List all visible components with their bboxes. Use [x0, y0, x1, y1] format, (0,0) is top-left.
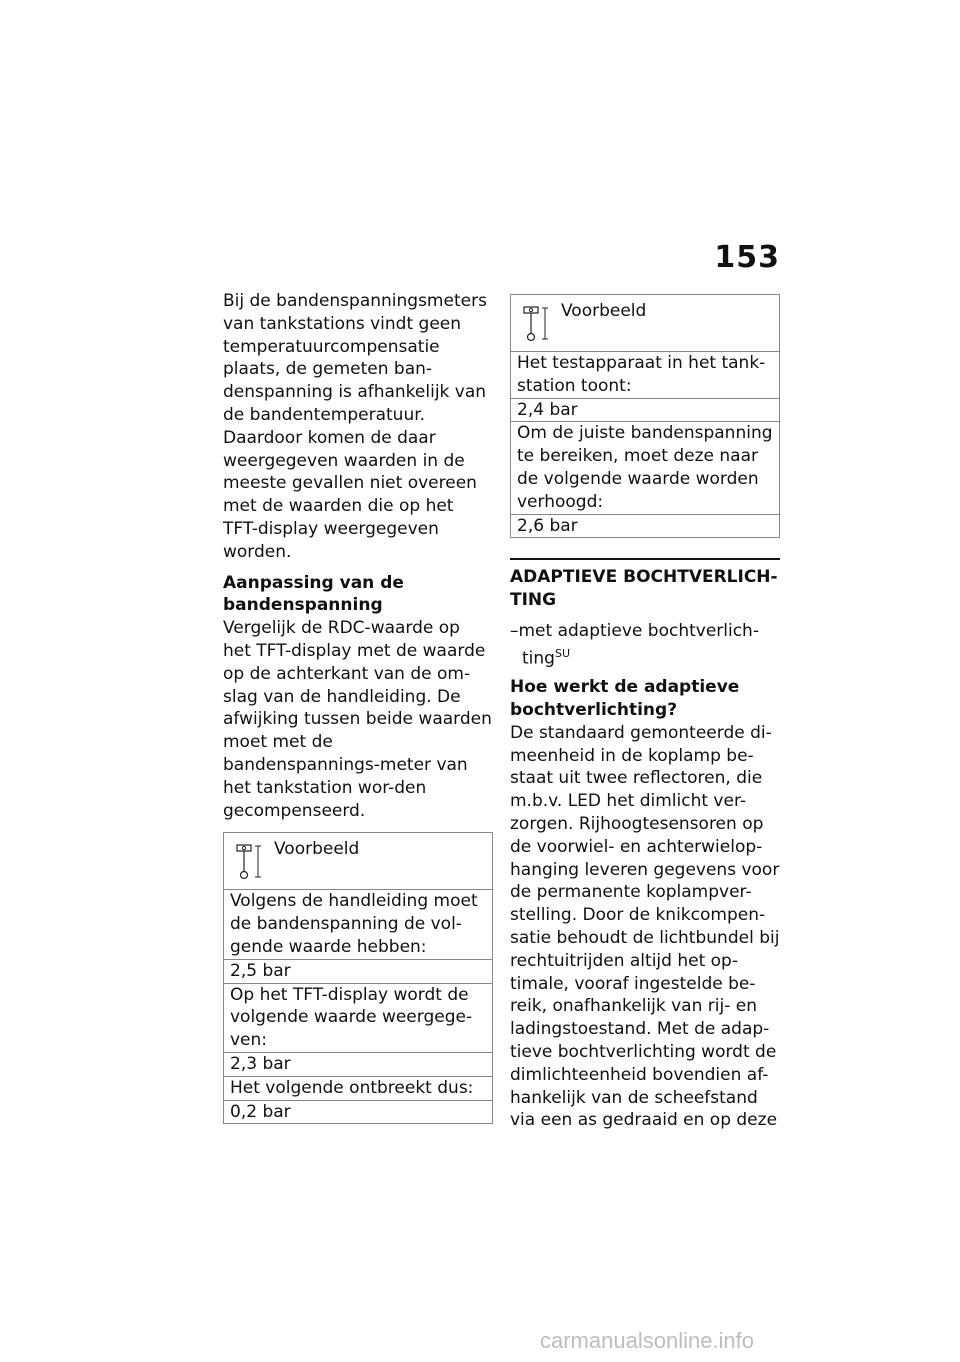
example-header — [224, 833, 492, 890]
example-box-right — [510, 294, 780, 538]
example-row: Het volgende ontbreekt dus: — [224, 1077, 492, 1101]
example-row: Het testapparaat in het tank-station toont: — [511, 352, 779, 399]
example-header — [511, 295, 779, 352]
tire-pressure-heading: Aanpassing van de bandenspanning — [223, 572, 404, 616]
intro-paragraph: Bij de bandenspanningsmeters van tankstations vindt geen temperatuurcompensatie plaats, de gemeten ban-denspanning is afhankelijk van de bandentemperatuur. Daardoor komen de daar weergegeven waarden in de meeste gevallen niet overeen met de waarden die op het TFT-display weergegeven worden. — [223, 291, 487, 562]
example-row: 2,6 bar — [517, 515, 578, 536]
tire-gauge-icon — [236, 843, 266, 883]
example-box-left — [223, 832, 493, 1124]
equipment-bullet: –met adaptieve bochtverlich-ting$^{SU}$ — [510, 620, 759, 669]
section-title: ADAPTIEVE BOCHTVERLICH-TING — [510, 558, 780, 612]
equipment-code: SU — [554, 646, 571, 660]
how-it-works-body: De standaard gemonteerde di-meenheid in de koplamp be-staat uit twee reflectoren, die m.b.v. LED het dimlicht ver-zorgen. Rijhoogtesensoren op de voorwiel- en achterwielop-hanging leveren gegevens voor de permanente koplampver-stelling. Door de knikcompen-satie behoudt de lichtbundel bij rechtuitrijden altijd het op-timale, vooraf ingestelde be-reik, onafhankelijk van rij- en ladingstoestand. Met de adap-tieve bochtverlichting wordt de dimlichteenheid bovendien af-hankelijk van de scheefstand via een as gedraaid en op deze — [510, 722, 780, 1131]
right-column — [510, 290, 780, 1140]
how-it-works-heading: Hoe werkt de adaptieve bochtverlichting? — [510, 677, 740, 721]
tire-pressure-body: Vergelijk de RDC-waarde op het TFT-display met de waarde op de achterkant van de om-slag van de handleiding. De afwijking tussen beide waarden moet met de bandenspannings-meter van het tankstation wor-den gecompenseerd. — [223, 618, 492, 821]
bullet-text: met adaptieve bochtverlich-ting — [518, 620, 759, 669]
example-row: 2,3 bar — [224, 1053, 492, 1077]
page-number: 153 — [714, 240, 780, 275]
watermark: carmanualsonline.info — [540, 1328, 755, 1353]
example-row: 0,2 bar — [230, 1101, 291, 1122]
example-row: 2,4 bar — [511, 399, 779, 423]
example-row: Om de juiste bandenspanning te bereiken, moet deze naar de volgende waarde worden verhoogd: — [511, 422, 779, 514]
tire-gauge-icon — [523, 305, 553, 345]
example-label: Voorbeeld — [274, 839, 360, 860]
example-row: Volgens de handleiding moet de bandenspanning de vol-gende waarde hebben: — [224, 890, 492, 959]
example-row: Op het TFT-display wordt de volgende waarde weergege-ven: — [224, 984, 492, 1053]
example-row: 2,5 bar — [224, 960, 492, 984]
example-label: Voorbeeld — [561, 301, 647, 321]
left-column — [223, 290, 493, 1124]
